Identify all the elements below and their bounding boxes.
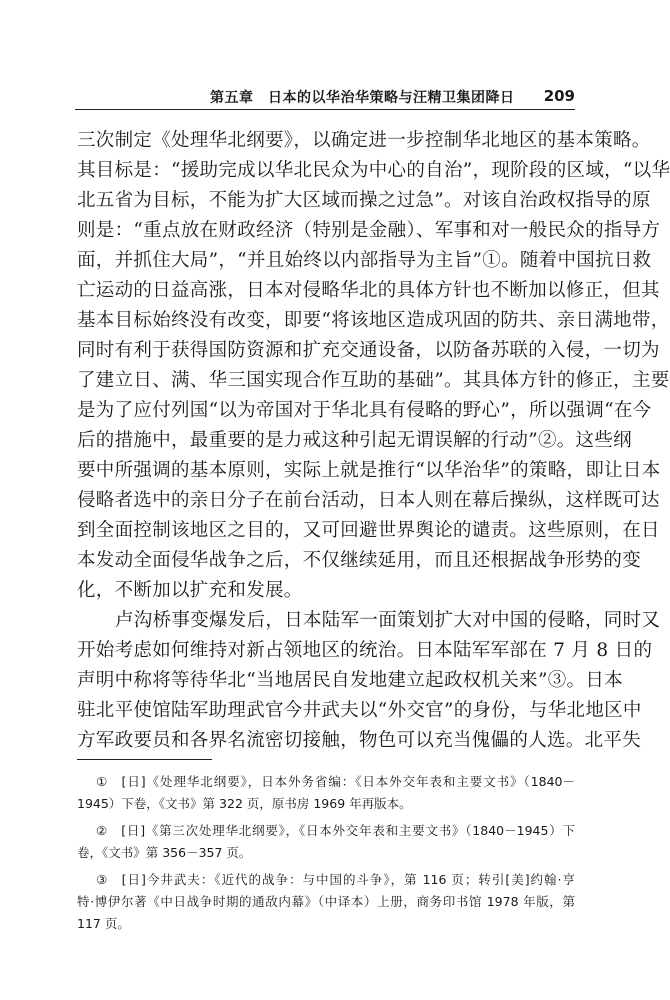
body-line: 方军政要员和各界名流密切接触，物色可以充当傀儡的人选。北平失 xyxy=(77,730,642,751)
body-line: 三次制定《处理华北纲要》，以确定进一步控制华北地区的基本策略。 xyxy=(77,130,651,151)
footnote-line: ① [日]《处理华北纲要》，日本外务省编：《日本外交年表和主要文书》（1840－ xyxy=(96,774,575,789)
chapter-title: 第五章 日本的以华治华策略与汪精卫集团降日 xyxy=(210,90,515,106)
body-line: 亡运动的日益高涨，日本对侵略华北的具体方针也不断加以修正，但其 xyxy=(77,280,660,301)
running-header xyxy=(75,85,575,110)
body-line: 是为了应付列国“以为帝国对于华北具有侵略的野心”，所以强调“在今 xyxy=(77,400,652,421)
footnote-line: ② [日]《第三次处理华北纲要》，《日本外交年表和主要文书》（1840－1945）下 xyxy=(96,823,575,838)
body-line: 到全面控制该地区之目的，又可回避世界舆论的谴责。这些原则，在日 xyxy=(77,520,660,541)
body-line: 侵略者选中的亲日分子在前台活动，日本人则在幕后操纵，这样既可达 xyxy=(77,490,660,511)
footnote-line: 1945）下卷，《文书》第 322 页，原书房 1969 年再版本。 xyxy=(77,796,412,811)
body-line: 北五省为目标，不能为扩大区域而操之过急”。对该自治政权指导的原 xyxy=(77,190,651,211)
footnote-line: 特·博伊尔著《中日战争时期的通敌内幕》（中译本）上册，商务印书馆 1978 年版，第 xyxy=(77,894,575,909)
footnote-line: 卷，《文书》第 356－357 页。 xyxy=(77,845,252,860)
body-line: 化，不断加以扩充和发展。 xyxy=(77,580,303,601)
body-line: 了建立日、满、华三国实现合作互助的基础”。其具体方针的修正，主要 xyxy=(77,370,670,391)
page-number: 209 xyxy=(543,87,575,105)
body-line: 声明中称将等待华北“当地居民自发地建立起政权机关来”③。日本 xyxy=(77,670,623,691)
body-line: 驻北平使馆陆军助理武官今井武夫以“外交官”的身份，与华北地区中 xyxy=(77,700,642,721)
body-line: 卢沟桥事变爆发后，日本陆军一面策划扩大对中国的侵略，同时又 xyxy=(115,610,661,631)
body-line: 要中所强调的基本原则，实际上就是推行“以华治华”的策略，即让日本 xyxy=(77,460,661,481)
footnote-divider xyxy=(77,759,212,760)
body-line: 则是：“重点放在财政经济（特别是金融）、军事和对一般民众的指导方 xyxy=(77,220,661,241)
footnote-line: 117 页。 xyxy=(77,916,130,931)
body-line: 其目标是：“援助完成以华北民众为中心的自治”，现阶段的区域，“以华 xyxy=(77,160,670,181)
body-line: 面，并抓住大局”，“并且始终以内部指导为主旨”①。随着中国抗日救 xyxy=(77,250,652,271)
footnote-line: ③ [日]今井武夫：《近代的战争：与中国的斗争》，第 116 页；转引[美]约翰·亨 xyxy=(96,872,575,887)
body-line: 基本目标始终没有改变，即要“将该地区造成巩固的防共、亲日满地带， xyxy=(77,310,670,331)
body-line: 开始考虑如何维持对新占领地区的统治。日本陆军军部在 7 月 8 日的 xyxy=(77,640,653,661)
body-line: 本发动全面侵华战争之后，不仅继续延用，而且还根据战争形势的变 xyxy=(77,550,642,571)
body-line: 同时有利于获得国防资源和扩充交通设备，以防备苏联的入侵，一切为 xyxy=(77,340,660,361)
body-line: 后的措施中，最重要的是力戒这种引起无谓误解的行动”②。这些纲 xyxy=(77,430,632,451)
